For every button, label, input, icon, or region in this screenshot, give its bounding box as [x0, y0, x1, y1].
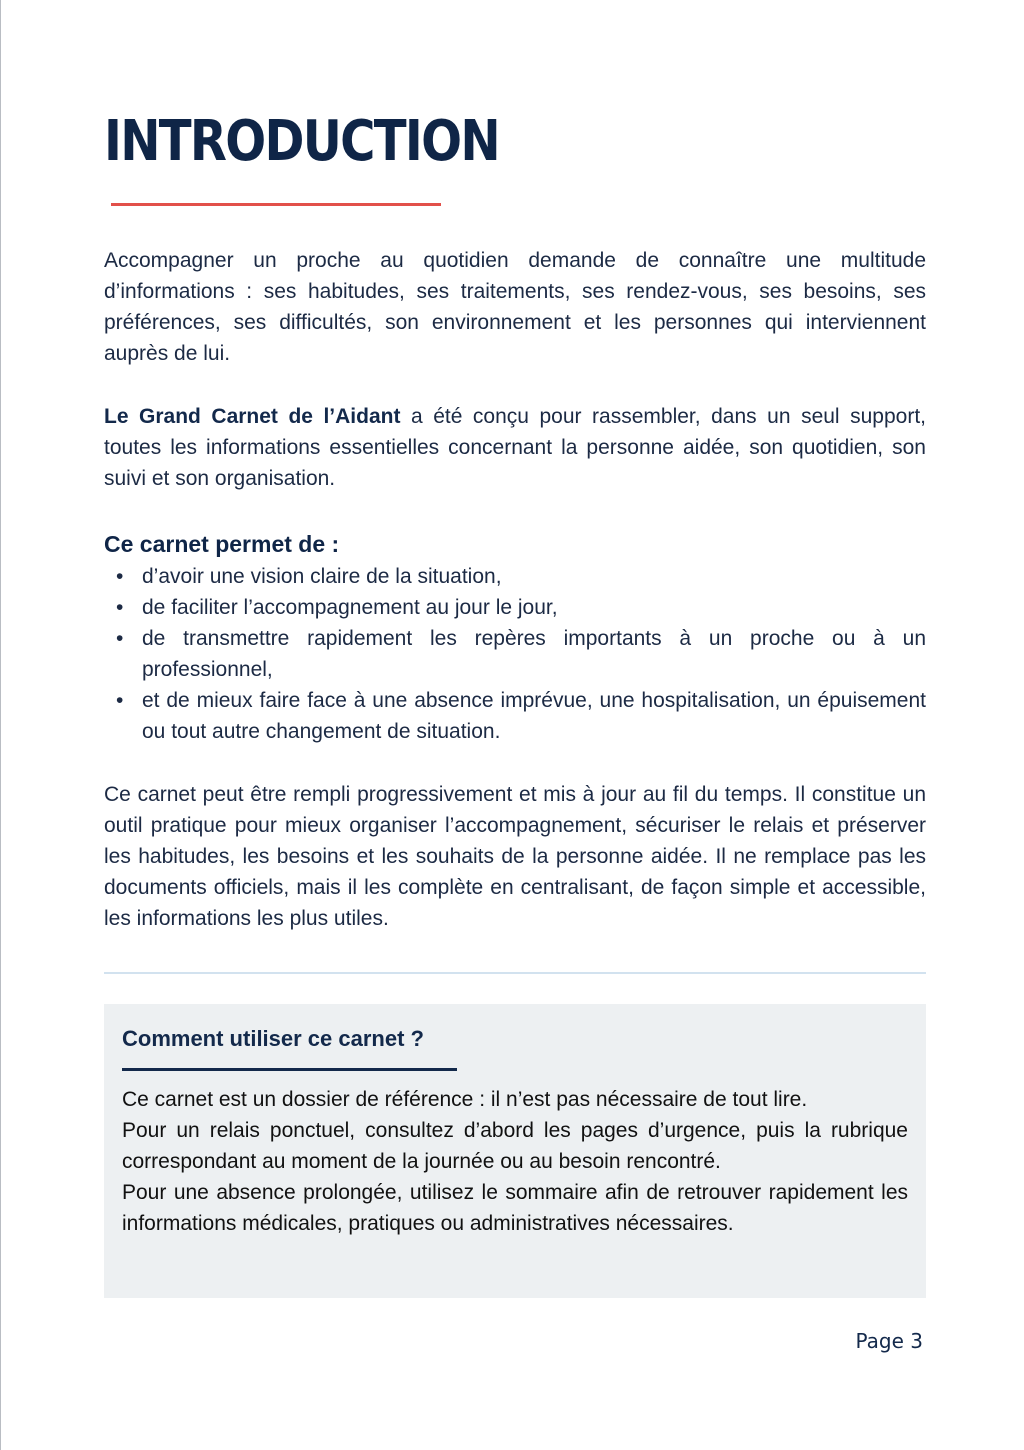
list-item — [104, 685, 926, 747]
list-item-text: de faciliter l’accompagnement au jour le jour, — [142, 596, 558, 619]
usage-line: Ce carnet est un dossier de référence : il n’est pas nécessaire de tout lire. — [122, 1088, 808, 1111]
page-edge — [0, 0, 1, 1450]
list-item — [104, 592, 926, 623]
list-item-text: d’avoir une vision claire de la situation, — [142, 565, 502, 588]
benefits-heading: Ce carnet permet de : — [104, 531, 340, 557]
usage-box-body — [122, 1084, 908, 1239]
bullet-icon: • — [116, 596, 124, 619]
section-divider — [104, 972, 926, 974]
list-item — [104, 623, 926, 685]
list-item — [104, 561, 926, 592]
usage-line: Pour un relais ponctuel, consultez d’abord les pages d’urgence, puis la rubrique correspondant au moment de la journée ou au besoin rencontré. — [122, 1119, 908, 1173]
page-title: INTRODUCTION — [104, 109, 499, 174]
benefits-list — [104, 561, 926, 747]
bullet-icon: • — [116, 689, 124, 712]
usage-box-title: Comment utiliser ce carnet ? — [122, 1026, 424, 1051]
usage-box-underline — [122, 1068, 457, 1071]
bullet-icon: • — [116, 565, 124, 588]
list-item-text: de transmettre rapidement les repères importants à un proche ou à un professionnel, — [142, 627, 926, 681]
page-number: Page 3 — [855, 1329, 923, 1353]
intro-paragraph: Accompagner un proche au quotidien demande de connaître une multitude d’informations : ses habitudes, ses traitements, ses rendez-vous, ses besoins, ses préférences, ses difficultés, son environnement et les personnes qui interviennent auprès de lui. — [104, 249, 926, 365]
carnet-description: a été conçu pour rassembler, dans un seul support, toutes les informations essentielles concernant la personne aidée, son quotidien, son suivi et son organisation. — [104, 405, 926, 490]
list-item-text: et de mieux faire face à une absence imprévue, une hospitalisation, un épuisement ou tout autre changement de situation. — [142, 689, 926, 743]
bullet-icon: • — [116, 627, 124, 650]
carnet-paragraph — [104, 401, 926, 494]
closing-paragraph: Ce carnet peut être rempli progressivement et mis à jour au fil du temps. Il constitue un outil pratique pour mieux organiser l’accompagnement, sécuriser le relais et préserver les habitudes, les besoins et les souhaits de la personne aidée. Il ne remplace pas les documents officiels, mais il les complète en centralisant, de façon simple et accessible, les informations les plus utiles. — [104, 783, 926, 930]
usage-line: Pour une absence prolongée, utilisez le sommaire afin de retrouver rapidement les informations médicales, pratiques ou administratives nécessaires. — [122, 1181, 908, 1235]
carnet-name: Le Grand Carnet de l’Aidant — [104, 405, 401, 428]
title-underline — [111, 203, 441, 206]
